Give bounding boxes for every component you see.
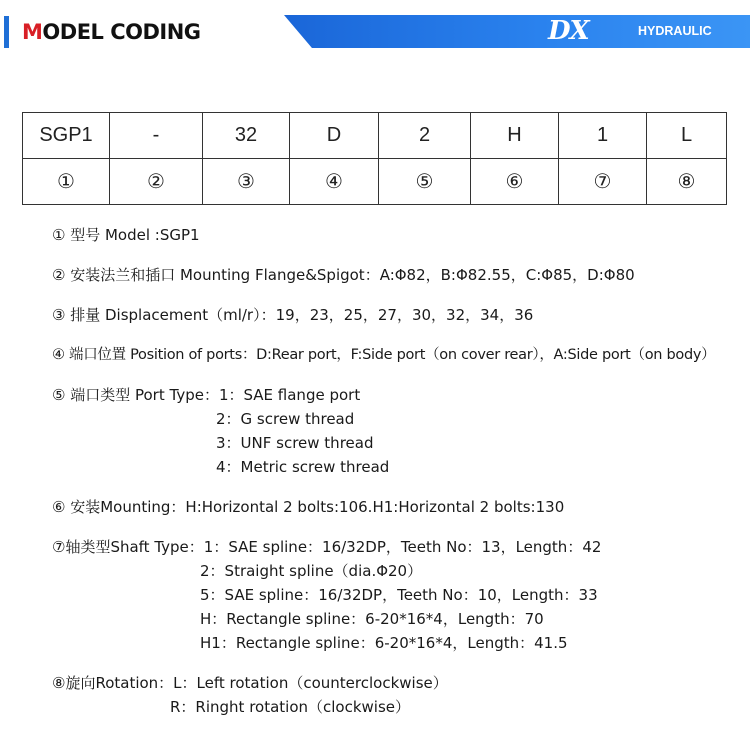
spec-line-displacement: ③ 排量 Displacement（ml/r）：19，23，25，27，30，32，34，36 [52, 306, 534, 324]
title-rest: ODEL CODING [42, 20, 201, 44]
page-title [22, 18, 201, 46]
spec-line-port-type-3: 3：UNF screw thread [216, 434, 374, 452]
number-cell: ⑤ [379, 159, 471, 205]
code-cell: D [290, 113, 379, 159]
title-first-letter: M [22, 20, 43, 44]
code-cell: SGP1 [23, 113, 110, 159]
spec-line-rotation-r: R：Ringht rotation（clockwise） [170, 698, 411, 716]
number-cell: ⑦ [559, 159, 647, 205]
code-cell: 32 [203, 113, 290, 159]
spec-line-port-type: ⑤ 端口类型 Port Type：1：SAE flange port [52, 386, 361, 404]
number-row [23, 159, 727, 205]
number-cell: ⑥ [471, 159, 559, 205]
spec-line-mounting: ⑥ 安装Mounting：H:Horizontal 2 bolts:106.H1:Horizontal 2 bolts:130 [52, 498, 565, 516]
code-cell: H [471, 113, 559, 159]
number-cell: ① [23, 159, 110, 205]
number-cell: ③ [203, 159, 290, 205]
model-code-table [22, 112, 727, 205]
spec-line-rotation: ⑧旋向Rotation：L：Left rotation（counterclockwise） [52, 674, 448, 692]
spec-line-shaft: ⑦轴类型Shaft Type：1：SAE spline：16/32DP，Teeth No：13，Length：42 [52, 538, 602, 556]
code-cell: 2 [379, 113, 471, 159]
spec-line-shaft-h1: H1：Rectangle spline：6-20*16*4，Length：41.5 [200, 634, 568, 652]
number-cell: ⑧ [647, 159, 727, 205]
spec-line-shaft-2: 2：Straight spline（dia.Φ20） [200, 562, 423, 580]
brand-text: HYDRAULIC [638, 24, 712, 38]
spec-line-shaft-h: H：Rectangle spline：6-20*16*4，Length：70 [200, 610, 544, 628]
code-cell: - [110, 113, 203, 159]
spec-line-port-type-4: 4：Metric screw thread [216, 458, 390, 476]
number-cell: ④ [290, 159, 379, 205]
spec-line-ports: ④ 端口位置 Position of ports：D:Rear port，F:Side port（on cover rear），A:Side port（on body） [52, 347, 716, 363]
code-row [23, 113, 727, 159]
number-cell: ② [110, 159, 203, 205]
code-cell: L [647, 113, 727, 159]
spec-line-flange: ② 安装法兰和插口 Mounting Flange&Spigot：A:Φ82，B:Φ82.55，C:Φ85，D:Φ80 [52, 266, 635, 284]
brand-logo: DX [548, 16, 589, 46]
spec-line-model: ① 型号 Model :SGP1 [52, 226, 200, 244]
spec-line-shaft-5: 5：SAE spline：16/32DP，Teeth No：10，Length：33 [200, 586, 598, 604]
header-accent-bar [4, 16, 9, 48]
code-cell: 1 [559, 113, 647, 159]
spec-line-port-type-2: 2：G screw thread [216, 410, 355, 428]
